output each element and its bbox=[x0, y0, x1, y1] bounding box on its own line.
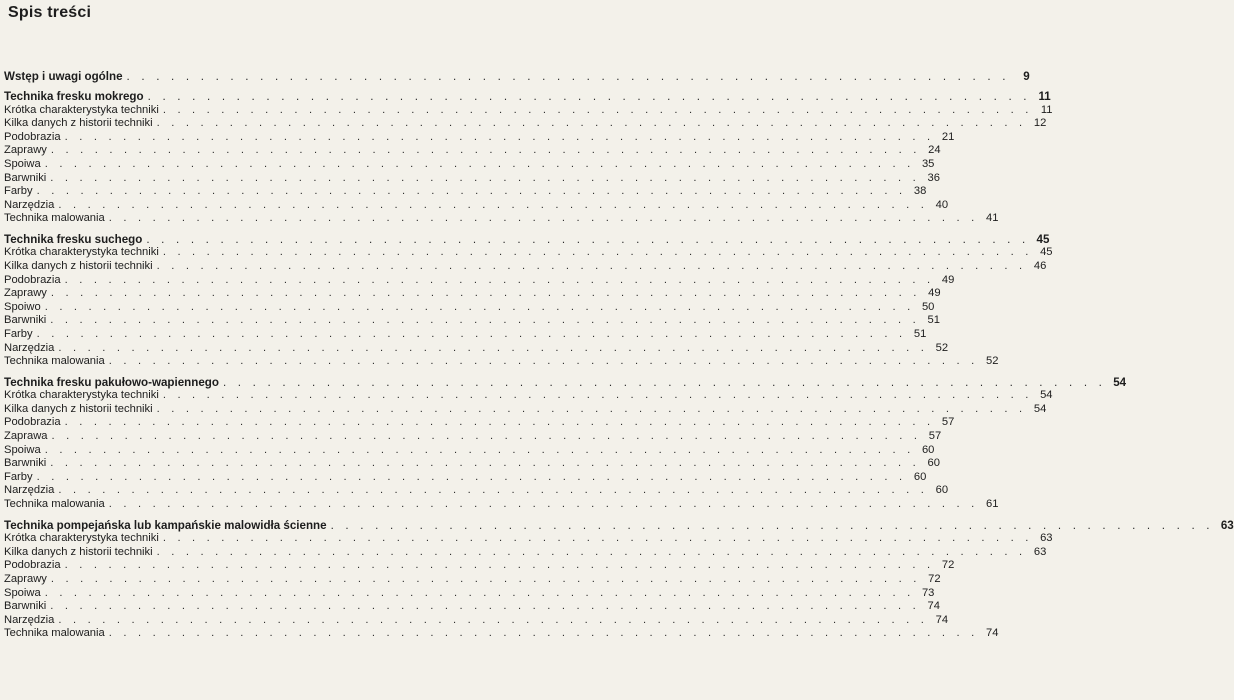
toc-entry bbox=[4, 457, 940, 471]
toc-section-entry bbox=[4, 231, 1050, 246]
toc-page-number: 35 bbox=[921, 157, 935, 170]
dot-leader: . . . . . . . . . . . . . . . . . . . . . . . . . . . . . . . . . . . . . . . . . . . . . . . . . . . . . . . . . . . . bbox=[146, 232, 1030, 246]
dot-leader: . . . . . . . . . . . . . . . . . . . . . . . . . . . . . . . . . . . . . . . . . . . . . . . . . . . . . . . . . . . . bbox=[108, 212, 979, 225]
toc-entry bbox=[4, 171, 940, 185]
toc-page-number: 49 bbox=[941, 273, 955, 286]
toc-entry bbox=[4, 327, 927, 341]
toc-page-number: 60 bbox=[935, 484, 949, 497]
toc-entry bbox=[4, 341, 949, 355]
dot-leader: . . . . . . . . . . . . . . . . . . . . . . . . . . . . . . . . . . . . . . . . . . . . . . . . . . . . . . . . . . . . bbox=[58, 484, 929, 497]
toc-entry-label: Krótka charakterystyka techniki bbox=[4, 532, 159, 545]
toc-section-entry bbox=[4, 68, 1030, 83]
toc-entry bbox=[4, 300, 935, 314]
toc-entry-label: Narzędzia bbox=[4, 341, 55, 354]
toc-entry-label: Farby bbox=[4, 328, 33, 340]
dot-leader: . . . . . . . . . . . . . . . . . . . . . . . . . . . . . . . . . . . . . . . . . . . . . . . . . . . . . . . . . . . . bbox=[50, 171, 920, 184]
toc-section-entry bbox=[4, 374, 1127, 389]
toc-entry-label: Krótka charakterystyka techniki bbox=[4, 389, 159, 402]
toc-page-number: 57 bbox=[928, 430, 942, 443]
toc-page-number: 60 bbox=[913, 470, 927, 483]
toc-page-number: 57 bbox=[941, 416, 955, 429]
toc-entry bbox=[4, 627, 999, 641]
dot-leader: . . . . . . . . . . . . . . . . . . . . . . . . . . . . . . . . . . . . . . . . . . . . . . . . . . . . . . . . . . . . bbox=[330, 518, 1214, 532]
toc-entry-label: Farby bbox=[4, 185, 33, 198]
toc-page-number: 46 bbox=[1033, 260, 1047, 273]
dot-leader: . . . . . . . . . . . . . . . . . . . . . . . . . . . . . . . . . . . . . . . . . . . . . . . . . . . . . . . . . . . . bbox=[162, 389, 1033, 402]
dot-leader: . . . . . . . . . . . . . . . . . . . . . . . . . . . . . . . . . . . . . . . . . . . . . . . . . . . . . . . . . . . . bbox=[126, 69, 1010, 83]
toc-entry-label: Technika malowania bbox=[4, 498, 105, 511]
toc-entry-label: Spoiwa bbox=[4, 157, 41, 170]
toc-entry bbox=[4, 429, 942, 443]
dot-leader: . . . . . . . . . . . . . . . . . . . . . . . . . . . . . . . . . . . . . . . . . . . . . . . . . . . . . . . . . . . . bbox=[147, 90, 1031, 103]
dot-leader: . . . . . . . . . . . . . . . . . . . . . . . . . . . . . . . . . . . . . . . . . . . . . . . . . . . . . . . . . . . . bbox=[50, 144, 921, 157]
toc-entry bbox=[4, 532, 1053, 546]
toc-entry-label: Spoiwo bbox=[4, 300, 41, 313]
dot-leader: . . . . . . . . . . . . . . . . . . . . . . . . . . . . . . . . . . . . . . . . . . . . . . . . . . . . . . . . . . . . bbox=[64, 273, 935, 286]
toc-page-number: 41 bbox=[985, 212, 999, 225]
toc-entry bbox=[4, 314, 940, 328]
toc-entry bbox=[4, 484, 949, 498]
dot-leader: . . . . . . . . . . . . . . . . . . . . . . . . . . . . . . . . . . . . . . . . . . . . . . . . . . . . . . . . . . . . bbox=[58, 198, 929, 211]
dot-leader: . . . . . . . . . . . . . . . . . . . . . . . . . . . . . . . . . . . . . . . . . . . . . . . . . . . . . . . . . . . . bbox=[36, 328, 907, 340]
toc-entry-label: Barwniki bbox=[4, 171, 47, 184]
toc-entry-label: Technika fresku pakułowo-wapiennego bbox=[4, 375, 219, 389]
dot-leader: . . . . . . . . . . . . . . . . . . . . . . . . . . . . . . . . . . . . . . . . . . . . . . . . . . . . . . . . . . . . bbox=[36, 470, 907, 483]
toc-page-number: 60 bbox=[921, 443, 935, 456]
toc-page-number: 74 bbox=[935, 613, 949, 626]
dot-leader: . . . . . . . . . . . . . . . . . . . . . . . . . . . . . . . . . . . . . . . . . . . . . . . . . . . . . . . . . . . . bbox=[156, 545, 1027, 558]
dot-leader: . . . . . . . . . . . . . . . . . . . . . . . . . . . . . . . . . . . . . . . . . . . . . . . . . . . . . . . . . . . . bbox=[50, 572, 921, 585]
toc-entry-label: Narzędzia bbox=[4, 613, 55, 626]
toc-entry-label: Kilka danych z historii techniki bbox=[4, 117, 153, 130]
page-title: Spis treści bbox=[8, 4, 92, 21]
toc-page-number: 21 bbox=[941, 130, 955, 143]
dot-leader: . . . . . . . . . . . . . . . . . . . . . . . . . . . . . . . . . . . . . . . . . . . . . . . . . . . . . . . . . . . . bbox=[156, 117, 1027, 130]
toc-entry-label: Farby bbox=[4, 470, 33, 483]
dot-leader: . . . . . . . . . . . . . . . . . . . . . . . . . . . . . . . . . . . . . . . . . . . . . . . . . . . . . . . . . . . . bbox=[44, 157, 915, 170]
toc-page-number: 12 bbox=[1033, 117, 1047, 130]
toc-entry bbox=[4, 470, 927, 484]
toc-entry bbox=[4, 103, 1053, 117]
toc-entry-label: Technika fresku mokrego bbox=[4, 90, 144, 103]
dot-leader: . . . . . . . . . . . . . . . . . . . . . . . . . . . . . . . . . . . . . . . . . . . . . . . . . . . . . . . . . . . . bbox=[58, 613, 929, 626]
toc-entry-label: Zaprawy bbox=[4, 572, 47, 585]
toc-page-number: 72 bbox=[928, 572, 941, 585]
toc-page-number: 54 bbox=[1033, 402, 1047, 415]
toc-entry bbox=[4, 117, 1047, 131]
toc-entry-label: Technika malowania bbox=[4, 355, 105, 368]
toc-page-number: 51 bbox=[927, 314, 940, 327]
dot-leader: . . . . . . . . . . . . . . . . . . . . . . . . . . . . . . . . . . . . . . . . . . . . . . . . . . . . . . . . . . . . bbox=[156, 260, 1027, 273]
dot-leader: . . . . . . . . . . . . . . . . . . . . . . . . . . . . . . . . . . . . . . . . . . . . . . . . . . . . . . . . . . . . bbox=[162, 532, 1033, 545]
toc-page-number: 74 bbox=[985, 627, 999, 640]
dot-leader: . . . . . . . . . . . . . . . . . . . . . . . . . . . . . . . . . . . . . . . . . . . . . . . . . . . . . . . . . . . . bbox=[162, 103, 1033, 116]
toc-entry bbox=[4, 545, 1047, 559]
toc-entry bbox=[4, 246, 1053, 260]
toc-page-number: 74 bbox=[927, 600, 940, 613]
toc-entry-label: Krótka charakterystyka techniki bbox=[4, 103, 159, 116]
toc-page-number: 61 bbox=[985, 498, 999, 511]
dot-leader: . . . . . . . . . . . . . . . . . . . . . . . . . . . . . . . . . . . . . . . . . . . . . . . . . . . . . . . . . . . . bbox=[50, 287, 921, 300]
toc-entry-label: Spoiwa bbox=[4, 443, 41, 456]
toc-entry-label: Narzędzia bbox=[4, 198, 55, 211]
toc-entry-label: Zaprawy bbox=[4, 287, 47, 300]
toc-entry-label: Wstęp i uwagi ogólne bbox=[4, 69, 123, 83]
toc-entry bbox=[4, 130, 955, 144]
toc-entry-label: Podobrazia bbox=[4, 416, 61, 429]
toc-page-number: 52 bbox=[935, 341, 949, 354]
dot-leader: . . . . . . . . . . . . . . . . . . . . . . . . . . . . . . . . . . . . . . . . . . . . . . . . . . . . . . . . . . . . bbox=[108, 355, 979, 368]
toc-entry bbox=[4, 443, 935, 457]
dot-leader: . . . . . . . . . . . . . . . . . . . . . . . . . . . . . . . . . . . . . . . . . . . . . . . . . . . . . . . . . . . . bbox=[58, 341, 929, 354]
table-of-contents bbox=[4, 68, 1234, 640]
toc-entry bbox=[4, 259, 1047, 273]
toc-entry-label: Krótka charakterystyka techniki bbox=[4, 246, 159, 259]
dot-leader: . . . . . . . . . . . . . . . . . . . . . . . . . . . . . . . . . . . . . . . . . . . . . . . . . . . . . . . . . . . . bbox=[36, 185, 907, 198]
toc-entry bbox=[4, 287, 941, 301]
toc-entry-label: Podobrazia bbox=[4, 559, 61, 572]
dot-leader: . . . . . . . . . . . . . . . . . . . . . . . . . . . . . . . . . . . . . . . . . . . . . . . . . . . . . . . . . . . . bbox=[222, 375, 1107, 389]
dot-leader: . . . . . . . . . . . . . . . . . . . . . . . . . . . . . . . . . . . . . . . . . . . . . . . . . . . . . . . . . . . . bbox=[162, 246, 1033, 259]
toc-entry bbox=[4, 273, 955, 287]
toc-entry bbox=[4, 144, 941, 158]
toc-entry bbox=[4, 389, 1053, 403]
toc-entry bbox=[4, 157, 935, 171]
dot-leader: . . . . . . . . . . . . . . . . . . . . . . . . . . . . . . . . . . . . . . . . . . . . . . . . . . . . . . . . . . . . bbox=[50, 457, 920, 470]
dot-leader: . . . . . . . . . . . . . . . . . . . . . . . . . . . . . . . . . . . . . . . . . . . . . . . . . . . . . . . . . . . . bbox=[50, 314, 920, 327]
dot-leader: . . . . . . . . . . . . . . . . . . . . . . . . . . . . . . . . . . . . . . . . . . . . . . . . . . . . . . . . . . . . bbox=[64, 416, 935, 429]
toc-page-number: 49 bbox=[928, 287, 941, 300]
toc-entry bbox=[4, 212, 999, 226]
toc-entry bbox=[4, 613, 949, 627]
toc-page-number: 45 bbox=[1036, 232, 1050, 246]
toc-entry-label: Barwniki bbox=[4, 457, 47, 470]
toc-entry bbox=[4, 416, 955, 430]
toc-entry-label: Technika fresku suchego bbox=[4, 232, 143, 246]
toc-page-number: 36 bbox=[927, 171, 940, 184]
toc-page-number: 51 bbox=[913, 328, 927, 340]
toc-section-entry bbox=[4, 517, 1234, 532]
toc-page-number: 9 bbox=[1023, 69, 1030, 83]
toc-entry-label: Narzędzia bbox=[4, 484, 55, 497]
toc-entry-label: Barwniki bbox=[4, 600, 47, 613]
toc-page-number: 60 bbox=[927, 457, 940, 470]
toc-entry-label: Technika malowania bbox=[4, 627, 105, 640]
toc-page-number: 24 bbox=[928, 144, 941, 157]
toc-entry-label: Technika malowania bbox=[4, 212, 105, 225]
toc-entry-label: Zaprawy bbox=[4, 144, 47, 157]
dot-leader: . . . . . . . . . . . . . . . . . . . . . . . . . . . . . . . . . . . . . . . . . . . . . . . . . . . . . . . . . . . . bbox=[156, 402, 1027, 415]
toc-entry-label: Zaprawa bbox=[4, 430, 48, 443]
toc-entry-label: Podobrazia bbox=[4, 273, 61, 286]
toc-entry bbox=[4, 198, 949, 212]
dot-leader: . . . . . . . . . . . . . . . . . . . . . . . . . . . . . . . . . . . . . . . . . . . . . . . . . . . . . . . . . . . . bbox=[44, 443, 915, 456]
dot-leader: . . . . . . . . . . . . . . . . . . . . . . . . . . . . . . . . . . . . . . . . . . . . . . . . . . . . . . . . . . . . bbox=[51, 430, 922, 443]
toc-page-number: 40 bbox=[935, 198, 949, 211]
toc-page-number: 54 bbox=[1113, 375, 1127, 389]
toc-entry bbox=[4, 572, 941, 586]
toc-entry-label: Kilka danych z historii techniki bbox=[4, 402, 153, 415]
toc-page-number: 38 bbox=[913, 185, 927, 198]
toc-entry-label: Spoiwa bbox=[4, 586, 41, 599]
toc-entry bbox=[4, 586, 935, 600]
toc-page-number: 73 bbox=[921, 586, 935, 599]
toc-entry-label: Kilka danych z historii techniki bbox=[4, 260, 153, 273]
dot-leader: . . . . . . . . . . . . . . . . . . . . . . . . . . . . . . . . . . . . . . . . . . . . . . . . . . . . . . . . . . . . bbox=[108, 627, 979, 640]
dot-leader: . . . . . . . . . . . . . . . . . . . . . . . . . . . . . . . . . . . . . . . . . . . . . . . . . . . . . . . . . . . . bbox=[50, 600, 920, 613]
toc-section-entry bbox=[4, 89, 1051, 104]
toc-entry bbox=[4, 185, 927, 199]
dot-leader: . . . . . . . . . . . . . . . . . . . . . . . . . . . . . . . . . . . . . . . . . . . . . . . . . . . . . . . . . . . . bbox=[64, 559, 935, 572]
toc-entry bbox=[4, 402, 1047, 416]
toc-entry bbox=[4, 355, 999, 369]
toc-page-number: 11 bbox=[1038, 90, 1051, 103]
toc-page-number: 72 bbox=[941, 559, 955, 572]
dot-leader: . . . . . . . . . . . . . . . . . . . . . . . . . . . . . . . . . . . . . . . . . . . . . . . . . . . . . . . . . . . . bbox=[64, 130, 935, 143]
toc-entry-label: Technika pompejańska lub kampańskie malowidła ścienne bbox=[4, 518, 327, 532]
toc-page-number: 63 bbox=[1033, 545, 1047, 558]
toc-page-number: 63 bbox=[1040, 532, 1053, 545]
toc-page-number: 63 bbox=[1220, 518, 1234, 532]
toc-page-number: 45 bbox=[1040, 246, 1053, 259]
toc-entry bbox=[4, 600, 940, 614]
toc-entry bbox=[4, 559, 955, 573]
toc-page-number: 54 bbox=[1040, 389, 1053, 402]
toc-page-number: 50 bbox=[921, 300, 935, 313]
toc-entry-label: Kilka danych z historii techniki bbox=[4, 545, 153, 558]
dot-leader: . . . . . . . . . . . . . . . . . . . . . . . . . . . . . . . . . . . . . . . . . . . . . . . . . . . . . . . . . . . . bbox=[108, 498, 979, 511]
toc-entry-label: Barwniki bbox=[4, 314, 47, 327]
toc-entry bbox=[4, 497, 999, 511]
toc-page-number: 52 bbox=[985, 355, 999, 368]
dot-leader: . . . . . . . . . . . . . . . . . . . . . . . . . . . . . . . . . . . . . . . . . . . . . . . . . . . . . . . . . . . . bbox=[44, 300, 915, 313]
dot-leader: . . . . . . . . . . . . . . . . . . . . . . . . . . . . . . . . . . . . . . . . . . . . . . . . . . . . . . . . . . . . bbox=[44, 586, 915, 599]
toc-entry-label: Podobrazia bbox=[4, 130, 61, 143]
toc-page-number: 11 bbox=[1040, 103, 1053, 116]
